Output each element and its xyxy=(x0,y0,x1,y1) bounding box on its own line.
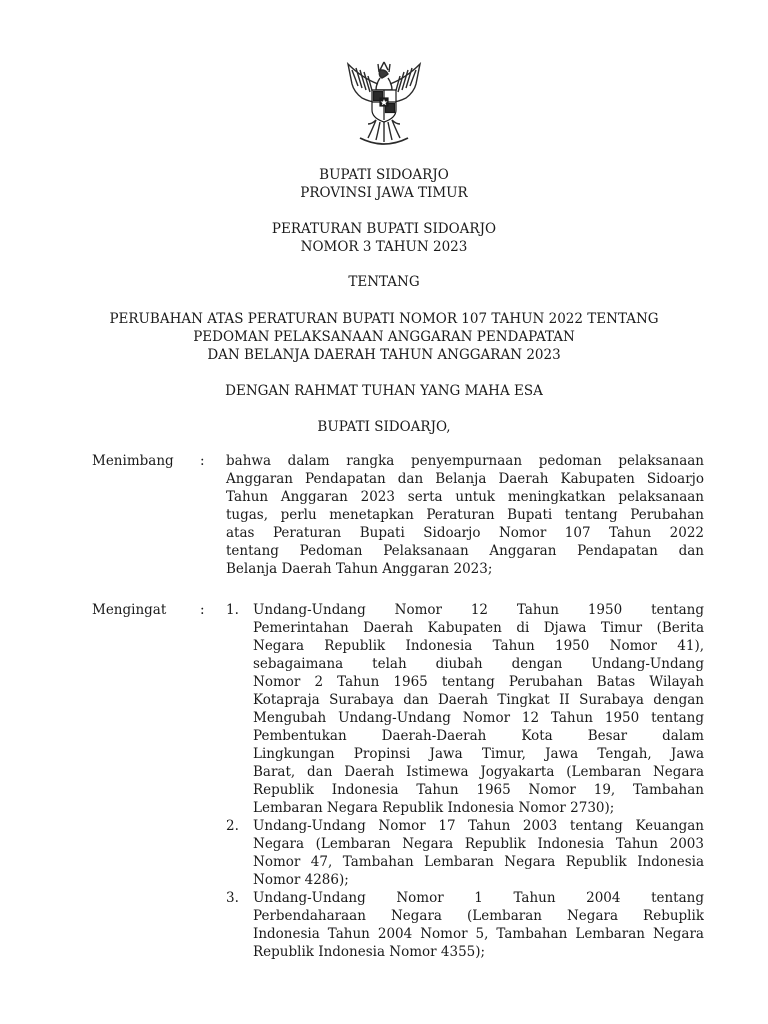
item-line: Nomor 2 Tahun 1965 tentang Perubahan Batas Wilayah xyxy=(253,674,704,690)
item-line: Perbendaharaan Negara (Lembaran Negara Rebuplik xyxy=(253,908,704,924)
list-item xyxy=(253,889,704,961)
item-line: Undang-Undang Nomor 1 Tahun 2004 tentang xyxy=(253,890,704,906)
item-line: Republik Indonesia Tahun 1965 Nomor 19, Tambahan xyxy=(253,782,704,798)
paragraph-line: atas Peraturan Bupati Sidoarjo Nomor 107 Tahun 2022 xyxy=(226,525,704,541)
list-item-number: 2. xyxy=(226,818,239,834)
subject-line: PERUBAHAN ATAS PERATURAN BUPATI NOMOR 107 TAHUN 2022 TENTANG xyxy=(109,311,659,327)
menimbang-label: Menimbang xyxy=(92,453,174,469)
item-line: Pemerintahan Daerah Kabupaten di Djawa Timur (Berita xyxy=(253,620,704,636)
list-item-number: 3. xyxy=(226,890,239,906)
regent-heading: BUPATI SIDOARJO xyxy=(319,167,449,183)
item-line: Undang-Undang Nomor 12 Tahun 1950 tentang xyxy=(253,602,704,618)
item-line: Lembaran Negara Republik Indonesia Nomor 2730); xyxy=(253,800,615,816)
menimbang-colon: : xyxy=(200,453,205,469)
item-line: Kotapraja Surabaya dan Daerah Tingkat II Surabaya dengan xyxy=(253,692,704,708)
garuda-emblem-icon xyxy=(342,58,426,150)
list-item-number: 1. xyxy=(226,602,239,618)
list-item xyxy=(253,817,704,889)
item-line: Pembentukan Daerah-Daerah Kota Besar dalam xyxy=(253,728,704,744)
subject-line: DAN BELANJA DAERAH TAHUN ANGGARAN 2023 xyxy=(207,347,561,363)
paragraph-line: Belanja Daerah Tahun Anggaran 2023; xyxy=(226,561,493,577)
item-line: Negara Republik Indonesia Tahun 1950 Nomor 41), xyxy=(253,638,704,654)
about-heading: TENTANG xyxy=(348,274,420,290)
paragraph-line: Tahun Anggaran 2023 serta untuk meningkatkan pelaksanaan xyxy=(226,489,704,505)
paragraph-line: Anggaran Pendapatan dan Belanja Daerah Kabupaten Sidoarjo xyxy=(226,471,704,487)
mengingat-label: Mengingat xyxy=(92,602,167,618)
item-line: Negara (Lembaran Negara Republik Indonesia Tahun 2003 xyxy=(253,836,704,852)
subject-line: PEDOMAN PELAKSANAAN ANGGARAN PENDAPATAN xyxy=(193,329,575,345)
paragraph-line: tentang Pedoman Pelaksanaan Anggaran Pendapatan dan xyxy=(226,543,704,559)
menimbang-paragraph xyxy=(226,452,704,578)
item-line: Nomor 4286); xyxy=(253,872,349,888)
item-line: Mengubah Undang-Undang Nomor 12 Tahun 1950 tentang xyxy=(253,710,704,726)
item-line: Indonesia Tahun 2004 Nomor 5, Tambahan Lembaran Negara xyxy=(253,926,704,942)
province-heading: PROVINSI JAWA TIMUR xyxy=(300,185,468,201)
regulation-title: PERATURAN BUPATI SIDOARJO xyxy=(271,221,497,237)
paragraph-line: tugas, perlu menetapkan Peraturan Bupati tentang Perubahan xyxy=(226,507,704,523)
item-line: Nomor 47, Tambahan Lembaran Negara Republik Indonesia xyxy=(253,854,704,870)
authority-line: BUPATI SIDOARJO, xyxy=(317,419,451,435)
mengingat-colon: : xyxy=(200,602,205,618)
paragraph-line: bahwa dalam rangka penyempurnaan pedoman pelaksanaan xyxy=(226,453,704,469)
item-line: sebagaimana telah diubah dengan Undang-Undang xyxy=(253,656,704,672)
list-item xyxy=(253,601,704,817)
item-line: Barat, dan Daerah Istimewa Jogyakarta (Lembaran Negara xyxy=(253,764,704,780)
item-line: Undang-Undang Nomor 17 Tahun 2003 tentang Keuangan xyxy=(253,818,704,834)
item-line: Republik Indonesia Nomor 4355); xyxy=(253,944,486,960)
blessing-line: DENGAN RAHMAT TUHAN YANG MAHA ESA xyxy=(225,383,543,399)
item-line: Lingkungan Propinsi Jawa Timur, Jawa Tengah, Jawa xyxy=(253,746,704,762)
regulation-number: NOMOR 3 TAHUN 2023 xyxy=(300,239,468,255)
